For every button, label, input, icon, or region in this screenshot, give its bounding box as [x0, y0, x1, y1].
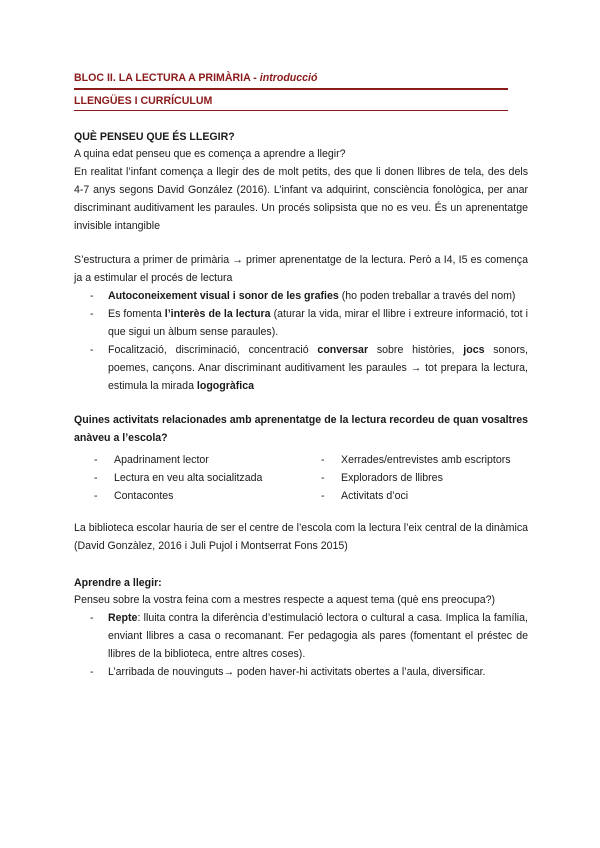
header-rule	[74, 88, 508, 90]
list-item: - Activitats d’oci	[341, 487, 528, 505]
bloc-title: BLOC II. LA LECTURA A PRIMÀRIA	[74, 72, 251, 84]
subject-title: LLENGÜES I CURRÍCULUM	[74, 95, 213, 107]
question-activitats: Quines activitats relacionades amb aprenentatge de la lectura recordeu de quan vosaltres anàveu a l’escola?	[74, 414, 528, 444]
aprendre-bullets	[74, 609, 528, 681]
section-title-que-es-llegir: QUÈ PENSEU QUE ÉS LLEGIR?	[74, 131, 235, 143]
section-title-aprendre: Aprendre a llegir:	[74, 577, 162, 589]
list-item: - Lectura en veu alta socialitzada	[114, 469, 301, 487]
reading-bullets	[74, 287, 528, 395]
list-item: - Autoconeixement visual i sonor de les grafies (ho poden treballar a través del nom)	[108, 287, 528, 305]
document-page	[74, 70, 528, 681]
paragraph-penseu: Penseu sobre la vostra feina com a mestres respecte a aquest tema (què ens preocupa?)	[74, 594, 496, 606]
bloc-header: BLOC II. LA LECTURA A PRIMÀRIA - introducció	[74, 72, 318, 84]
activities-right	[301, 451, 528, 505]
list-item: - L’arribada de nouvinguts→ poden haver-hi activitats obertes a l’aula, diversificar.	[108, 663, 528, 681]
paragraph-biblioteca: La biblioteca escolar hauria de ser el centre de l’escola com la lectura l’eix central de la dinàmica (David Gonzàlez, 2016 i Juli Pujol i Montserrat Fons 2015)	[74, 522, 529, 552]
paragraph-realitat: En realitat l’infant comença a llegir des de molt petits, des que li donen llibres de tela, des dels 4-7 anys segons David González (2016). L’infant va adquirint, consciència fonològica, per anar discriminant auditivament les paraules. Un procés solipsista que no es veu. És un aprenentatge invisible intangible	[74, 166, 528, 232]
paragraph-estructura: S’estructura a primer de primària → primer aprenentatge de la lectura. Però a I4, I5 es comença ja a estimular el procés de lectura	[74, 254, 528, 284]
subject-rule	[74, 110, 508, 111]
activities-columns	[74, 451, 528, 505]
list-item: - Xerrades/entrevistes amb escriptors	[341, 451, 528, 469]
list-item: - Focalització, discriminació, concentració conversar sobre històries, jocs sonors, poemes, cançons. Anar discriminant auditivament les paraules → tot prepara la lectura, estimula la mirada logogràfica	[108, 341, 528, 395]
activities-left	[74, 451, 301, 505]
list-item: - Apadrinament lector	[114, 451, 301, 469]
list-item: - Es fomenta l’interès de la lectura (aturar la vida, mirar el llibre i extreure informació, tot i que sigui un àlbum sense paraules).	[108, 305, 528, 341]
question-edat: A quina edat penseu que es comença a aprendre a llegir?	[74, 148, 346, 160]
bloc-subtitle: introducció	[259, 72, 318, 84]
list-item: - Repte: lluita contra la diferència d’estimulació lectora o cultural a casa. Implica la família, enviant llibres a casa o recomanant. Fer pedagogia als pares (fomentant el préstec de llibres de la biblioteca, entre altres coses).	[108, 609, 528, 663]
list-item: - Contacontes	[114, 487, 301, 505]
list-item: - Exploradors de llibres	[341, 469, 528, 487]
